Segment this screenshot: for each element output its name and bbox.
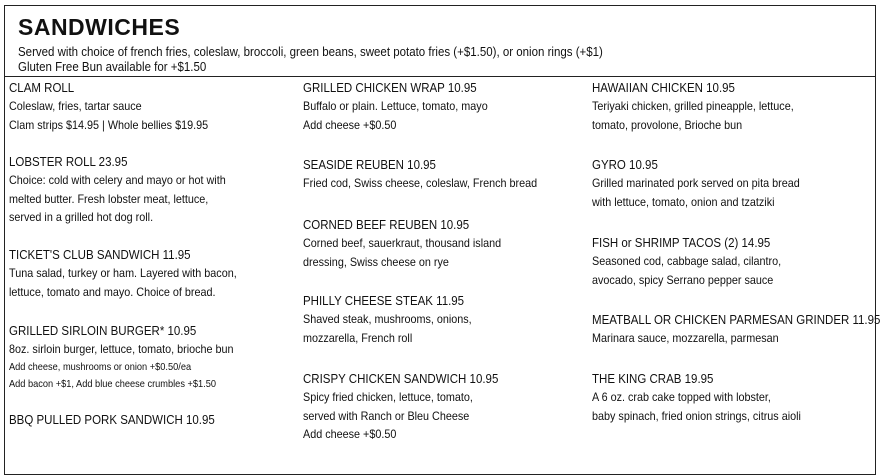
desc-line: 8oz. sirloin burger, lettuce, tomato, brioche bun (9, 342, 234, 356)
menu-item-fish-shrimp-tacos (592, 235, 887, 289)
item-desc (303, 310, 582, 347)
desc-line: served in a grilled hot dog roll. (9, 210, 154, 224)
item-name: GRILLED SIRLOIN BURGER* 10.95 (9, 324, 197, 338)
item-desc (303, 388, 582, 444)
item-name: LOBSTER ROLL 23.95 (9, 155, 128, 169)
addon-line: Add bacon +$1, Add blue cheese crumbles +$1.50 (9, 377, 217, 390)
section-title: SANDWICHES (18, 14, 181, 40)
item-name: PHILLY CHEESE STEAK 11.95 (303, 294, 465, 308)
menu-item-clam-roll (9, 80, 319, 134)
item-name: BBQ PULLED PORK SANDWICH 10.95 (9, 413, 215, 427)
item-desc (9, 97, 288, 134)
item-name: CORNED BEEF REUBEN 10.95 (303, 218, 470, 232)
desc-line: mozzarella, French roll (303, 330, 413, 345)
menu-item-meatball-chicken-parmesan-grinder (592, 312, 887, 348)
item-name: CLAM ROLL (9, 81, 75, 95)
item-desc (592, 388, 871, 425)
desc-line: Coleslaw, fries, tartar sauce (9, 99, 142, 113)
desc-line: A 6 oz. crab cake topped with lobster, (592, 390, 771, 404)
item-desc (592, 252, 871, 289)
desc-line: tomato, provolone, Brioche bun (592, 117, 743, 132)
item-desc (592, 97, 871, 134)
menu-item-grilled-chicken-wrap (303, 80, 613, 134)
desc-line: Tuna salad, turkey or ham. Layered with bacon, (9, 266, 237, 280)
desc-line: Seasoned cod, cabbage salad, cilantro, (592, 254, 782, 268)
desc-line: Clam strips $14.95 | Whole bellies $19.95 (9, 117, 209, 132)
item-desc (9, 264, 288, 301)
menu-header (4, 5, 876, 77)
desc-line: Add cheese +$0.50 (303, 427, 397, 441)
item-desc (9, 171, 288, 227)
item-desc (303, 234, 582, 271)
desc-line: lettuce, tomato and mayo. Choice of bread. (9, 284, 216, 299)
item-desc (9, 340, 288, 359)
item-name: GRILLED CHICKEN WRAP 10.95 (303, 81, 477, 95)
desc-line: Spicy fried chicken, lettuce, tomato, (303, 390, 473, 404)
menu-item-philly-cheese-steak (303, 293, 613, 347)
item-name: THE KING CRAB 19.95 (592, 372, 714, 386)
item-name: SEASIDE REUBEN 10.95 (303, 158, 436, 172)
item-name: GYRO 10.95 (592, 158, 658, 172)
menu-item-crispy-chicken-sandwich (303, 371, 613, 444)
menu-item-tickets-club-sandwich (9, 247, 319, 301)
item-desc (592, 329, 871, 348)
desc-line: Fried cod, Swiss cheese, coleslaw, French bread (303, 176, 538, 190)
item-name: TICKET'S CLUB SANDWICH 11.95 (9, 248, 191, 262)
sides-note: Served with choice of french fries, coleslaw, broccoli, green beans, sweet potato fries (+$1.50), or onion rings (+$1) (18, 45, 603, 59)
item-name: FISH or SHRIMP TACOS (2) 14.95 (592, 236, 771, 250)
menu-item-hawaiian-chicken (592, 80, 887, 134)
desc-line: Choice: cold with celery and mayo or hot with (9, 173, 226, 187)
desc-line: melted butter. Fresh lobster meat, lettuce, (9, 191, 209, 206)
menu-item-grilled-sirloin-burger (9, 323, 319, 393)
desc-line: served with Ranch or Bleu Cheese (303, 408, 470, 423)
menu-item-seaside-reuben (303, 157, 613, 193)
desc-line: Corned beef, sauerkraut, thousand island (303, 236, 502, 250)
desc-line: baby spinach, fried onion strings, citrus aioli (592, 408, 801, 423)
item-name: MEATBALL OR CHICKEN PARMESAN GRINDER 11.95 (592, 313, 881, 327)
item-name: HAWAIIAN CHICKEN 10.95 (592, 81, 735, 95)
menu-item-lobster-roll (9, 154, 319, 227)
item-desc (592, 174, 871, 211)
desc-line: dressing, Swiss cheese on rye (303, 254, 449, 269)
item-desc (303, 174, 582, 193)
desc-line: Buffalo or plain. Lettuce, tomato, mayo (303, 99, 488, 113)
desc-line: Teriyaki chicken, grilled pineapple, lettuce, (592, 99, 794, 113)
desc-line: Grilled marinated pork served on pita bread (592, 176, 800, 190)
item-name: CRISPY CHICKEN SANDWICH 10.95 (303, 372, 499, 386)
desc-line: avocado, spicy Serrano pepper sauce (592, 272, 774, 287)
item-desc (303, 97, 582, 134)
gluten-free-note: Gluten Free Bun available for +$1.50 (18, 60, 207, 74)
section-subtitle (18, 45, 800, 75)
desc-line: Shaved steak, mushrooms, onions, (303, 312, 472, 326)
addon-line: Add cheese, mushrooms or onion +$0.50/ea (9, 360, 192, 373)
desc-line: Add cheese +$0.50 (303, 117, 397, 132)
menu-item-bbq-pulled-pork (9, 412, 233, 429)
menu-item-corned-beef-reuben (303, 217, 613, 271)
desc-line: with lettuce, tomato, onion and tzatziki (592, 194, 775, 209)
desc-line: Marinara sauce, mozzarella, parmesan (592, 331, 779, 345)
menu-item-the-king-crab (592, 371, 887, 425)
menu-item-gyro (592, 157, 887, 211)
